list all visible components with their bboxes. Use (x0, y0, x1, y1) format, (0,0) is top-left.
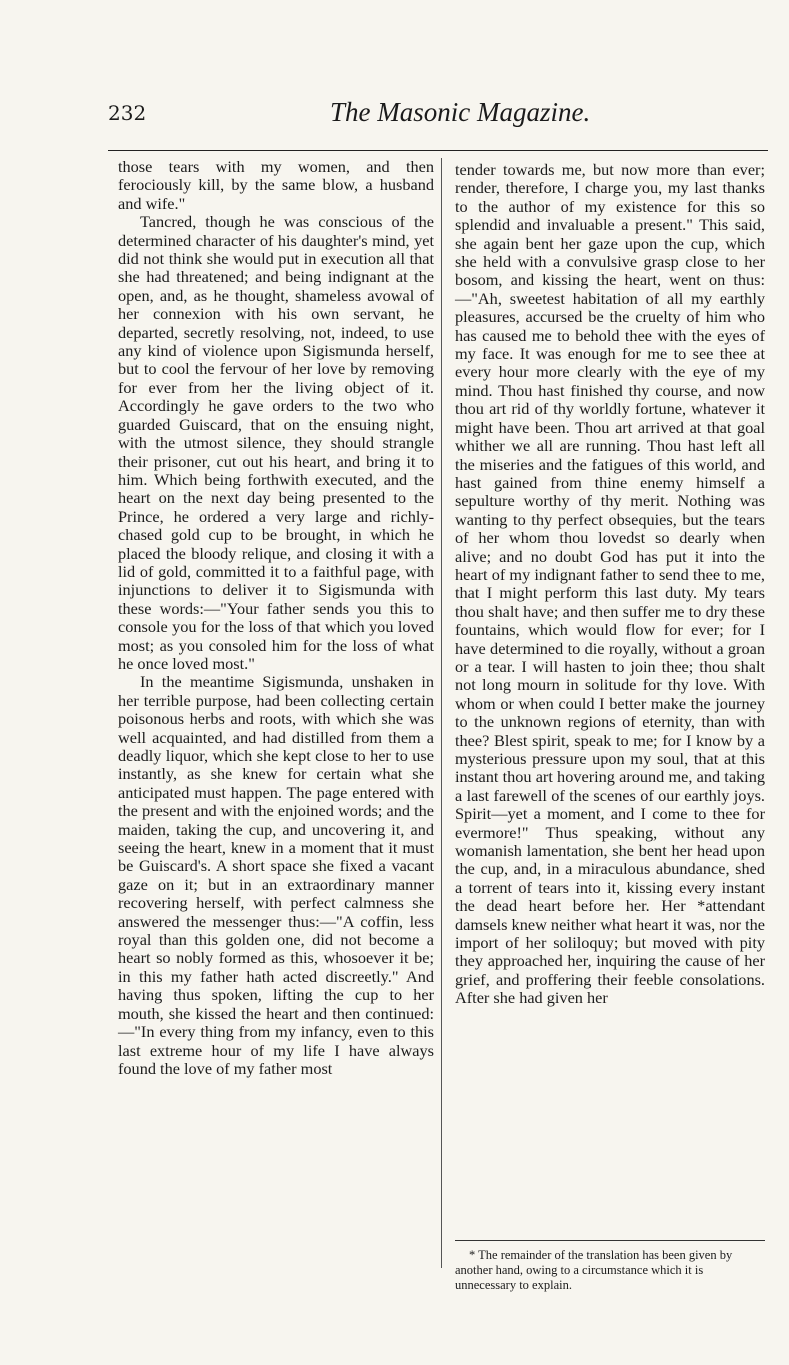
footnote-rule (455, 1240, 765, 1241)
running-head: The Masonic Magazine. (330, 97, 591, 127)
left-column (118, 158, 434, 1078)
header-rule (108, 150, 768, 151)
paragraph: Tancred, though he was conscious of the determined character of his daughter's mind, yet did not think she would put in execution all that she had threatened; and being indignant at the open, and, as he thought, shameless avowal of her connexion with his own servant, he departed, secretly resolving, not, indeed, to use any kind of violence upon Sigismunda herself, but to cool the fervour of her love by removing for ever from her the living object of it. Accordingly he gave orders to the two who guarded Guiscard, that on the ensuing night, with the utmost silence, they should strangle their prisoner, cut out his heart, and bring it to him. Which being forthwith executed, and the heart on the next day being presented to the Prince, he ordered a very large and richly-chased gold cup to be brought, in which he placed the bloody relique, and closing it with a lid of gold, committed it to a faithful page, with injunctions to deliver it to Sigismunda with these words:—"Your father sends you this to console you for the loss of that which you loved most; as you consoled him for the loss of what he once loved most." (118, 212, 434, 673)
paragraph: tender towards me, but now more than ever; render, therefore, I charge you, my last thanks to the author of my existence for this so splendid and invaluable a present." This said, she again bent her gaze upon the cup, which she held with a convulsive grasp close to her bosom, and kissing the heart, went on thus:—"Ah, sweetest habitation of all my earthly pleasures, accursed be the cruelty of him who has caused me to behold thee with the eyes of my face. It was enough for me to see thee at every hour more clearly with the eye of my mind. Thou hast finished thy course, and now thou art rid of thy worldly fortune, whatever it might have been. Thou art arrived at that goal whither we all are running. Thou hast left all the miseries and the fatigues of this world, and hast gained from thine enemy himself a sepulture worthy of thy merit. Nothing was wanting to thy perfect obsequies, but the tears of her whom thou lovedst so dearly when alive; and no doubt God has put it into the heart of my indignant father to send thee to me, that I might perform this last duty. My tears thou shalt have; and then suffer me to dry these fountains, which would flow for ever; for I have determined to die royally, without a groan or a tear. I will hasten to join thee; thou shalt not long mourn in solitude for thy love. With whom or when could I better make the journey to the unknown regions of eternity, than with thee? Blest spirit, speak to me; for I know by a mysterious pressure upon my soul, that at this instant thou art hovering around me, and taking a last farewell of the scenes of our earthly joys. Spirit—yet a moment, and I come to thee for evermore!" Thus speaking, without any womanish lamentation, she bent her head upon the cup, and, in a miraculous abundance, shed a torrent of tears into it, kissing every instant the dead heart before her. Her *attendant damsels knew neither what heart it was, nor the import of her soliloquy; but moved with pity they approached her, inquiring the cause of her grief, and proffering their feeble consolations. After she had given her (455, 160, 765, 1008)
paragraph: In the meantime Sigismunda, unshaken in her terrible purpose, had been collecting certain poisonous herbs and roots, with which she was well acquainted, and had distilled from them a deadly liquor, which she kept close to her to use instantly, as she knew for certain what she anticipated must happen. The page entered with the present and with the enjoined words; and the maiden, taking the cup, and uncovering it, and seeing the heart, knew in a moment that it must be Guiscard's. A short space she fixed a vacant gaze on it; but in an extraordinary manner recovering herself, with perfect calmness she answered the messenger thus:—"A coffin, less royal than this golden one, did not become a heart so nobly formed as this, whosoever it be; in this my father hath acted discreetly." And having thus spoken, lifting the cup to her mouth, she kissed the heart and then continued:—"In every thing from my infancy, even to this last extreme hour of my life I have always found the love of my father most (118, 672, 434, 1078)
page-header (0, 97, 789, 137)
right-column (455, 161, 765, 1008)
column-divider (441, 158, 442, 1268)
paragraph: those tears with my women, and then ferociously kill, by the same blow, a husband and wife." (118, 157, 434, 213)
page-number: 232 (108, 101, 147, 125)
footnote: * The remainder of the translation has been given by another hand, owing to a circumstance which it is unnecessary to explain. (455, 1248, 733, 1292)
